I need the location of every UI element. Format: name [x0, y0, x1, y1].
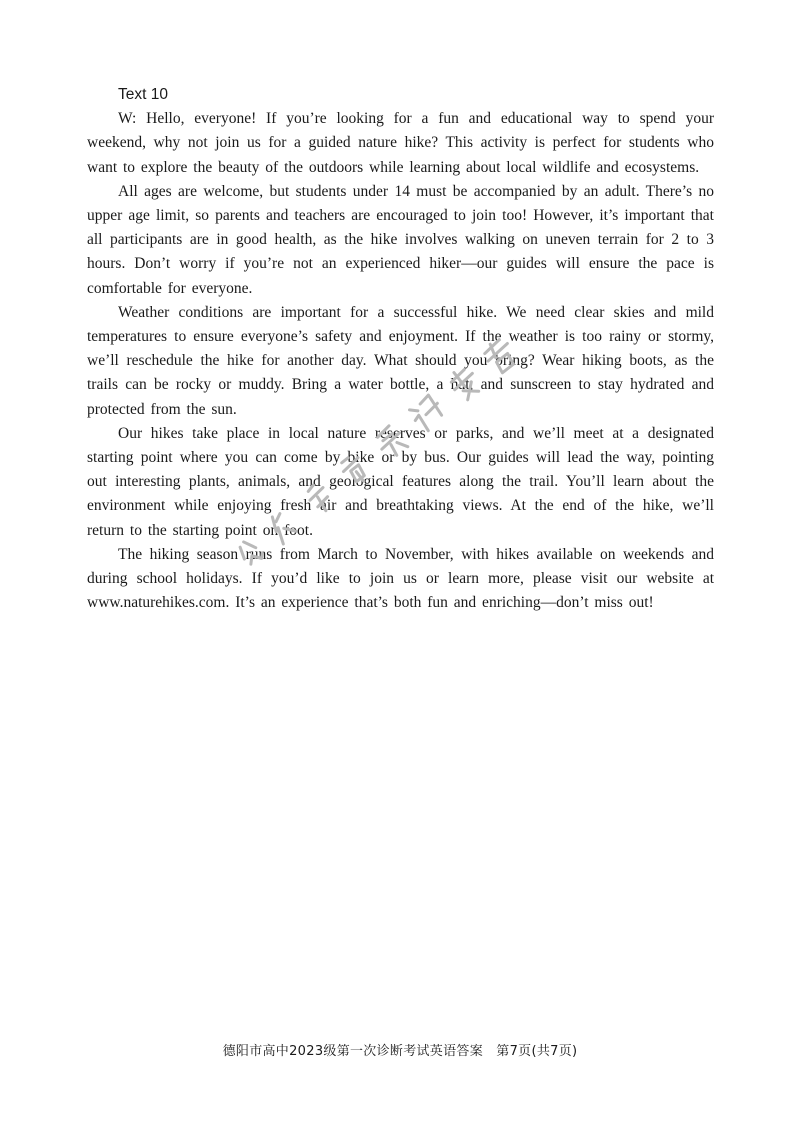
paragraph-weather: Weather conditions are important for a successful hike. We need clear skies and mild temperatures to ensure everyone’s safety and enjoyment. If the weather is too rainy or stormy, we’ll reschedule the hike for another day. What should you bring? Wear hiking boots, as the trails can be rocky or muddy. Bring a water bottle, a hat, and sunscreen to stay hydrated and protected from the sun. [87, 303, 714, 418]
paragraph-intro: W: Hello, everyone! If you’re looking for a fun and educational way to spend your weekend, why not join us for a guided nature hike? This activity is perfect for students who want to explore the beauty of the outdoors while learning about local wildlife and ecosystems. [87, 110, 714, 176]
paragraph-location: Our hikes take place in local nature reserves or parks, and we’ll meet at a designated starting point where you can come by bike or by bus. Our guides will lead the way, pointing out interesting plants, animals, and geological features along the trail. You’ll learn about the environment while enjoying fresh air and breathtaking views. At the end of the hike, we’ll return to the starting point on foot. [87, 424, 714, 539]
page-footer: 德阳市高中2023级第一次诊断考试英语答案 第7页(共7页) [222, 1044, 578, 1059]
paragraph-season: The hiking season runs from March to November, with hikes available on weekends and during school holidays. If you’d like to join us or learn more, please visit our website at www.naturehikes.com. It’s an experience that’s both fun and enriching—don’t miss out! [87, 545, 714, 612]
paragraph-ages: All ages are welcome, but students under 14 must be accompanied by an adult. There’s no upper age limit, so parents and teachers are encouraged to join too! However, it’s important that all participants are in good health, as the hike involves walking on uneven terrain for 2 to 3 hours. Don’t worry if you’re not an experienced hiker—our guides will ensure the pace is comfortable for everyone. [87, 182, 714, 297]
document-body [87, 83, 714, 615]
section-heading: Text 10 [118, 86, 168, 103]
